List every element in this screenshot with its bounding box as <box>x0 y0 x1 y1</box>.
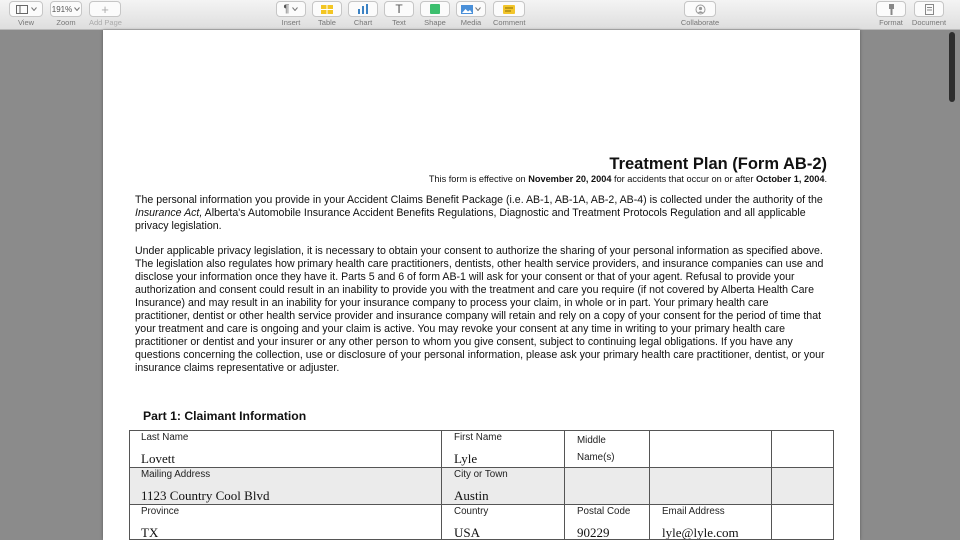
city-value[interactable]: Austin <box>454 488 489 503</box>
add-page-button[interactable] <box>89 1 121 17</box>
document-label: Document <box>911 18 947 27</box>
media-label: Media <box>460 18 482 27</box>
document-control[interactable] <box>910 1 948 29</box>
chart-control[interactable] <box>348 1 378 29</box>
middle-name-value-cell[interactable] <box>650 430 772 467</box>
text-label: Text <box>392 18 406 27</box>
table-row <box>129 467 834 504</box>
scrollbar-thumb[interactable] <box>949 32 955 102</box>
first-name-value[interactable]: Lyle <box>454 451 478 466</box>
email-cell[interactable] <box>650 504 772 540</box>
blank-cell <box>772 467 834 504</box>
table-row <box>129 504 834 540</box>
document-button[interactable] <box>914 1 944 17</box>
insert-control[interactable] <box>276 1 306 29</box>
province-label: Province <box>141 506 180 517</box>
media-button[interactable] <box>456 1 486 17</box>
chart-button[interactable] <box>348 1 378 17</box>
blank-cell <box>650 467 772 504</box>
collaborate-icon <box>695 4 706 15</box>
privacy-paragraph-1 <box>135 194 825 233</box>
text-icon: T <box>395 2 403 16</box>
text-button[interactable] <box>384 1 414 17</box>
comment-button[interactable] <box>493 1 525 17</box>
row-divider <box>129 504 834 505</box>
chart-icon <box>357 4 369 14</box>
plus-icon: + <box>101 1 109 17</box>
zoom-control[interactable] <box>50 1 82 29</box>
mailing-address-value[interactable]: 1123 Country Cool Blvd <box>141 488 270 503</box>
add-page-label: Add Page <box>89 18 122 27</box>
privacy-paragraph-2: Under applicable privacy legislation, it is necessary to obtain your consent to authorize the sharing of your personal information as specified above. The legislation also regulates how primary health care practitioners, dentists, other health service providers, and insurance companies can use and disclose your information once they have it. Parts 5 and 6 of form AB-1 will ask for your consent or that of your agent. Refusal to provide your authorization and consent could result in an inability to provide you with the treatment and care you require (if not covered by Alberta Health Care Insurance) and may result in an inability for your insurance company to process your claim, in whole or in part. Your primary health care practitioner, dentist or other health service provider and insurance company will retain and rely on a copy of your consent for the period of time that your treatment and care is ongoing and your claim is active. You may revoke your consent at any time in writing to your primary health care practitioner or dentist and your insurer or any other person to whom you give consent, subject to continuing legal obligations. If you have any questions concerning the collection, use or disclosure of your personal information, please ask your primary health care practitioner, dentist, or your insurance claims representative or adjuster. <box>135 245 825 374</box>
add-page-control[interactable] <box>89 1 121 29</box>
province-value[interactable]: TX <box>141 525 159 540</box>
toolbar <box>0 0 960 30</box>
view-label: View <box>17 18 35 27</box>
last-name-cell[interactable] <box>129 430 442 467</box>
province-cell[interactable] <box>129 504 442 540</box>
part1-heading: Part 1: Claimant Information <box>143 409 307 423</box>
table-control[interactable] <box>312 1 342 29</box>
view-control[interactable] <box>9 1 43 29</box>
insurance-act: Insurance Act, <box>135 207 203 219</box>
collaborate-label: Collaborate <box>680 18 720 27</box>
postal-code-value[interactable]: 90229 <box>577 525 610 540</box>
image-icon <box>461 5 473 14</box>
insert-button[interactable] <box>276 1 306 17</box>
table-label: Table <box>318 18 336 27</box>
first-name-cell[interactable] <box>442 430 565 467</box>
first-name-label: First Name <box>454 432 502 443</box>
sidebar-icon <box>16 5 28 14</box>
row-divider <box>129 467 834 468</box>
comment-icon <box>503 5 515 14</box>
email-value[interactable]: lyle@lyle.com <box>662 525 739 540</box>
effective-date-line <box>429 174 827 184</box>
para1-after: Alberta's Automobile Insurance Accident Benefits Regulations, Diagnostic and Treatment Protocols Regulation and all applicable privacy legislation. <box>135 207 806 232</box>
chevron-down-icon <box>475 7 481 11</box>
shape-label: Shape <box>424 18 446 27</box>
postal-code-label: Postal Code <box>577 506 631 517</box>
document-page[interactable] <box>103 30 860 540</box>
comment-control[interactable] <box>493 1 525 29</box>
zoom-select[interactable] <box>50 1 82 17</box>
text-control[interactable] <box>384 1 414 29</box>
city-cell[interactable] <box>442 467 565 504</box>
zoom-label: Zoom <box>56 18 76 27</box>
format-button[interactable] <box>876 1 906 17</box>
country-value[interactable]: USA <box>454 525 481 540</box>
chart-label: Chart <box>353 18 373 27</box>
pilcrow-icon: ¶ <box>283 3 290 15</box>
effective-middle: for accidents that occur on or after <box>611 174 756 184</box>
comment-label: Comment <box>493 18 526 27</box>
table-icon <box>321 5 333 14</box>
mailing-address-label: Mailing Address <box>141 469 211 480</box>
effective-prefix: This form is effective on <box>428 174 529 184</box>
mailing-address-cell[interactable] <box>129 467 442 504</box>
chevron-down-icon <box>292 7 298 11</box>
blank-cell <box>772 504 834 540</box>
middle-name-cell[interactable] <box>565 430 650 467</box>
effective-date: November 20, 2004 <box>528 174 612 184</box>
format-label: Format <box>879 18 903 27</box>
middle-name-label: Middle Name(s) <box>577 435 615 463</box>
view-button[interactable] <box>9 1 43 17</box>
shape-control[interactable] <box>420 1 450 29</box>
last-name-value[interactable]: Lovett <box>141 451 175 466</box>
paintbrush-icon <box>886 4 896 15</box>
zoom-value: 191% <box>51 4 73 14</box>
shape-button[interactable] <box>420 1 450 17</box>
vertical-scrollbar[interactable] <box>948 32 956 540</box>
email-label: Email Address <box>662 506 725 517</box>
postal-code-cell[interactable] <box>565 504 650 540</box>
chevron-down-icon <box>74 7 80 11</box>
shape-icon <box>430 4 440 14</box>
collaborate-control[interactable] <box>680 1 720 29</box>
blank-cell <box>565 467 650 504</box>
country-cell[interactable] <box>442 504 565 540</box>
table-button[interactable] <box>312 1 342 17</box>
insert-label: Insert <box>281 18 301 27</box>
chevron-down-icon <box>31 7 37 11</box>
table-row <box>129 430 834 467</box>
accident-date: October 1, 2004 <box>756 174 825 184</box>
claimant-info-table <box>129 430 834 540</box>
media-control[interactable] <box>456 1 486 29</box>
blank-cell <box>772 430 834 467</box>
last-name-label: Last Name <box>141 432 189 443</box>
collaborate-button[interactable] <box>684 1 716 17</box>
country-label: Country <box>454 506 489 517</box>
effective-suffix: . <box>824 174 827 184</box>
para1-before: The personal information you provide in your Accident Claims Benefit Package (i.e. AB-1, AB-1A, AB-2, AB-4) is collected under the authority of the <box>135 194 823 206</box>
city-label: City or Town <box>454 469 508 480</box>
format-control[interactable] <box>876 1 906 29</box>
document-canvas[interactable] <box>0 30 960 540</box>
form-title: Treatment Plan (Form AB-2) <box>609 155 827 173</box>
document-icon <box>925 4 934 15</box>
